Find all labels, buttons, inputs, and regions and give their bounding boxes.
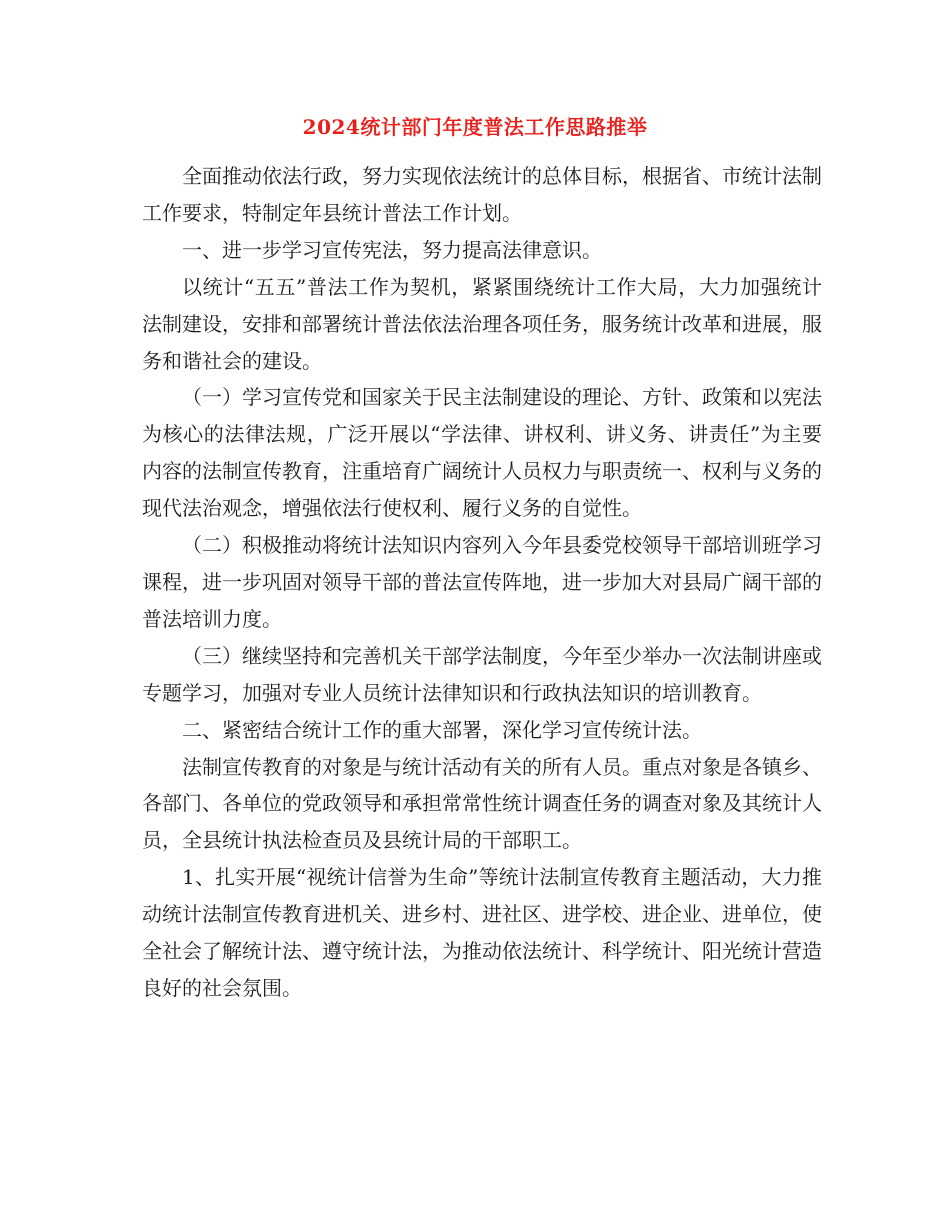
document-body — [142, 158, 822, 1007]
paragraph-section-1-intro: 以统计“五五”普法工作为契机，紧紧围绕统计工作大局，大力加强统计法制建设，安排和部署统计普法依法治理各项任务，服务统计改革和进展，服务和谐社会的建设。 — [142, 274, 822, 373]
paragraph-intro: 全面推动依法行政，努力实现依法统计的总体目标，根据省、市统计法制工作要求，特制定年县统计普法工作计划。 — [142, 164, 822, 225]
paragraph-item-1: （一）学习宣传党和国家关于民主法制建设的理论、方针、政策和以宪法为核心的法律法规，广泛开展以“学法律、讲权利、讲义务、讲责任”为主要内容的法制宣传教育，注重培育广阔统计人员权力与职责统一、权利与义务的现代法治观念，增强依法行使权利、履行义务的自觉性。 — [142, 385, 822, 521]
paragraph-section-2-item-1: 1、扎实开展“视统计信誉为生命”等统计法制宣传教育主题活动，大力推动统计法制宣传教育进机关、进乡村、进社区、进学校、进企业、进单位，使全社会了解统计法、遵守统计法，为推动依法统计、科学统计、阳光统计营造良好的社会氛围。 — [142, 865, 822, 1000]
document-title: 2024统计部门年度普法工作思路推举 — [302, 115, 648, 139]
paragraph-section-2-intro: 法制宣传教育的对象是与统计活动有关的所有人员。重点对象是各镇乡、各部门、各单位的党政领导和承担常常性统计调查任务的调查对象及其统计人员，全县统计执法检查员及县统计局的干部职工。 — [142, 754, 822, 853]
heading-section-1: 一、进一步学习宣传宪法，努力提高法律意识。 — [182, 237, 602, 262]
paragraph-item-2: （二）积极推动将统计法知识内容列入今年县委党校领导干部培训班学习课程，进一步巩固对领导干部的普法宣传阵地，进一步加大对县局广阔干部的普法培训力度。 — [142, 533, 822, 631]
paragraph-item-3: （三）继续坚持和完善机关干部学法制度，今年至少举办一次法制讲座或专题学习，加强对专业人员统计法律知识和行政执法知识的培训教育。 — [142, 643, 822, 705]
heading-section-2: 二、紧密结合统计工作的重大部署，深化学习宣传统计法。 — [182, 717, 702, 742]
